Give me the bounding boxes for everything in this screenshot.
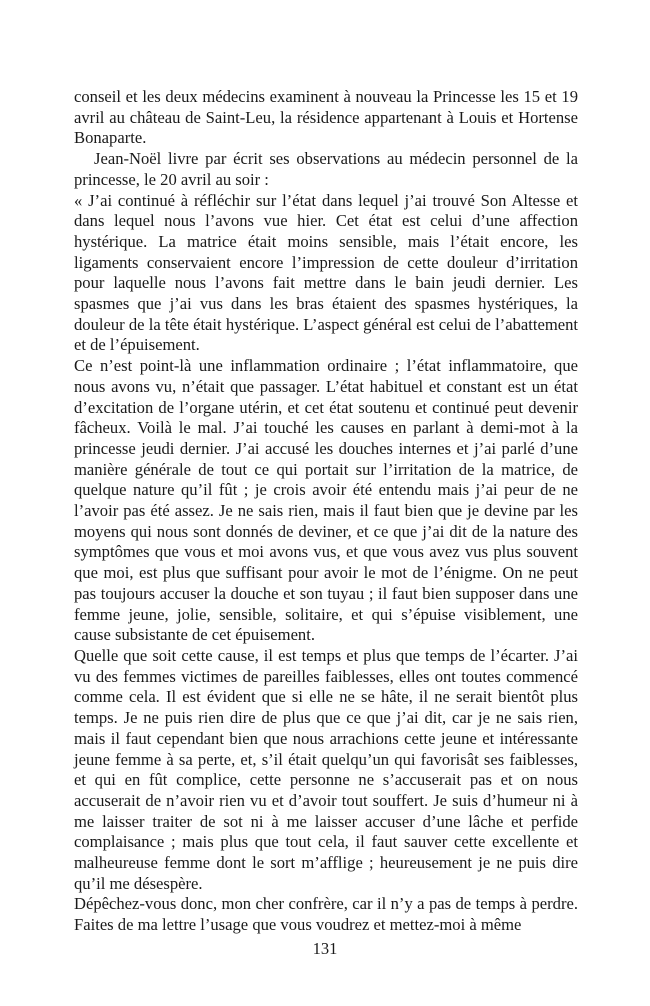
page-body bbox=[74, 87, 578, 936]
paragraph-letter-closing: Dépêchez-vous donc, mon cher confrère, car il n’y a pas de temps à perdre. Faites de ma lettre l’usage que vous voudrez et mettez-moi à même bbox=[74, 894, 578, 935]
paragraph-intro-letter: Jean-Noël livre par écrit ses observations au médecin personnel de la princesse, le 20 avril au soir : bbox=[74, 149, 578, 189]
paragraph-letter-urgency: Quelle que soit cette cause, il est temps et plus que temps de l’écarter. J’ai vu des femmes victimes de pareilles faiblesses, elles ont toutes commencé comme cela. Il est évident que si elle ne se hâte, il ne serait bientôt plus temps. Je ne puis rien dire de plus que ce que j’ai dit, car je ne sais rien, mais il faut cependant bien que nous arrachions cette jeune et intéressante jeune femme à sa perte, et, s’il était quelqu’un qui favorisât ses faiblesses, et qui en fût complice, cette personne ne s’accuserait pas et on nous accuserait de n’avoir rien vu et d’avoir tout souffert. Je suis d’humeur ni à me laisser traiter de sot ni à me laisser accuser d’une lâche et perfide complaisance ; mais plus que tout cela, il faut sauver cette excellente et malheureuse femme dont le sort m’afflige ; heureusement je ne puis dire qu’il me désespère. bbox=[74, 645, 578, 893]
text-block bbox=[74, 87, 578, 936]
paragraph-letter-causes: Ce n’est point-là une inflammation ordinaire ; l’état inflammatoire, que nous avons vu, n’était que passager. L’état habituel et constant est un état d’excitation de l’organe utérin, et cet état soutenu et continué peut devenir fâcheux. Voilà le mal. J’ai touché les causes en parlant à demi-mot à la princesse jeudi dernier. J’ai accusé les douches internes et j’ai parlé d’une manière générale de tout ce qui portait sur l’irritation de la matrice, de quelque nature qu’il fût ; je crois avoir été entendu mais j’ai peur de ne l’avoir pas été assez. Je ne sais rien, mais il faut bien que je devine par les moyens qui nous sont donnés de deviner, et ce que j’ai dit de la nature des symptômes que vous et moi avons vus, et que vous avez vus plus souvent que moi, est plus que suffisant pour avoir le mot de l’énigme. On ne peut pas toujours accuser la douche et son tuyau ; il faut bien supposer dans une femme jeune, jolie, sensible, solitaire, et qui s’épuise visiblement, une cause subsistante de cet épuisement. bbox=[74, 356, 578, 645]
paragraph-letter-symptoms: « J’ai continué à réfléchir sur l’état dans lequel j’ai trouvé Son Altesse et dans lequel nous l’avons vue hier. Cet état est celui d’une affection hystérique. La matrice était moins sensible, mais l’était encore, les ligaments conservaient encore l’impression de cette douleur d’irritation pour laquelle nous l’avons fait mettre dans le bain jeudi dernier. Les spasmes que j’ai vus dans les bras étaient des spasmes hystériques, la douleur de la tête était hystérique. L’aspect général est celui de l’abattement et de l’épuisement. bbox=[74, 190, 578, 355]
page-number: 131 bbox=[312, 939, 338, 958]
paragraph-continuation: conseil et les deux médecins examinent à nouveau la Princesse les 15 et 19 avril au château de Saint-Leu, la résidence appartenant à Louis et Hortense Bonaparte. bbox=[74, 87, 578, 148]
